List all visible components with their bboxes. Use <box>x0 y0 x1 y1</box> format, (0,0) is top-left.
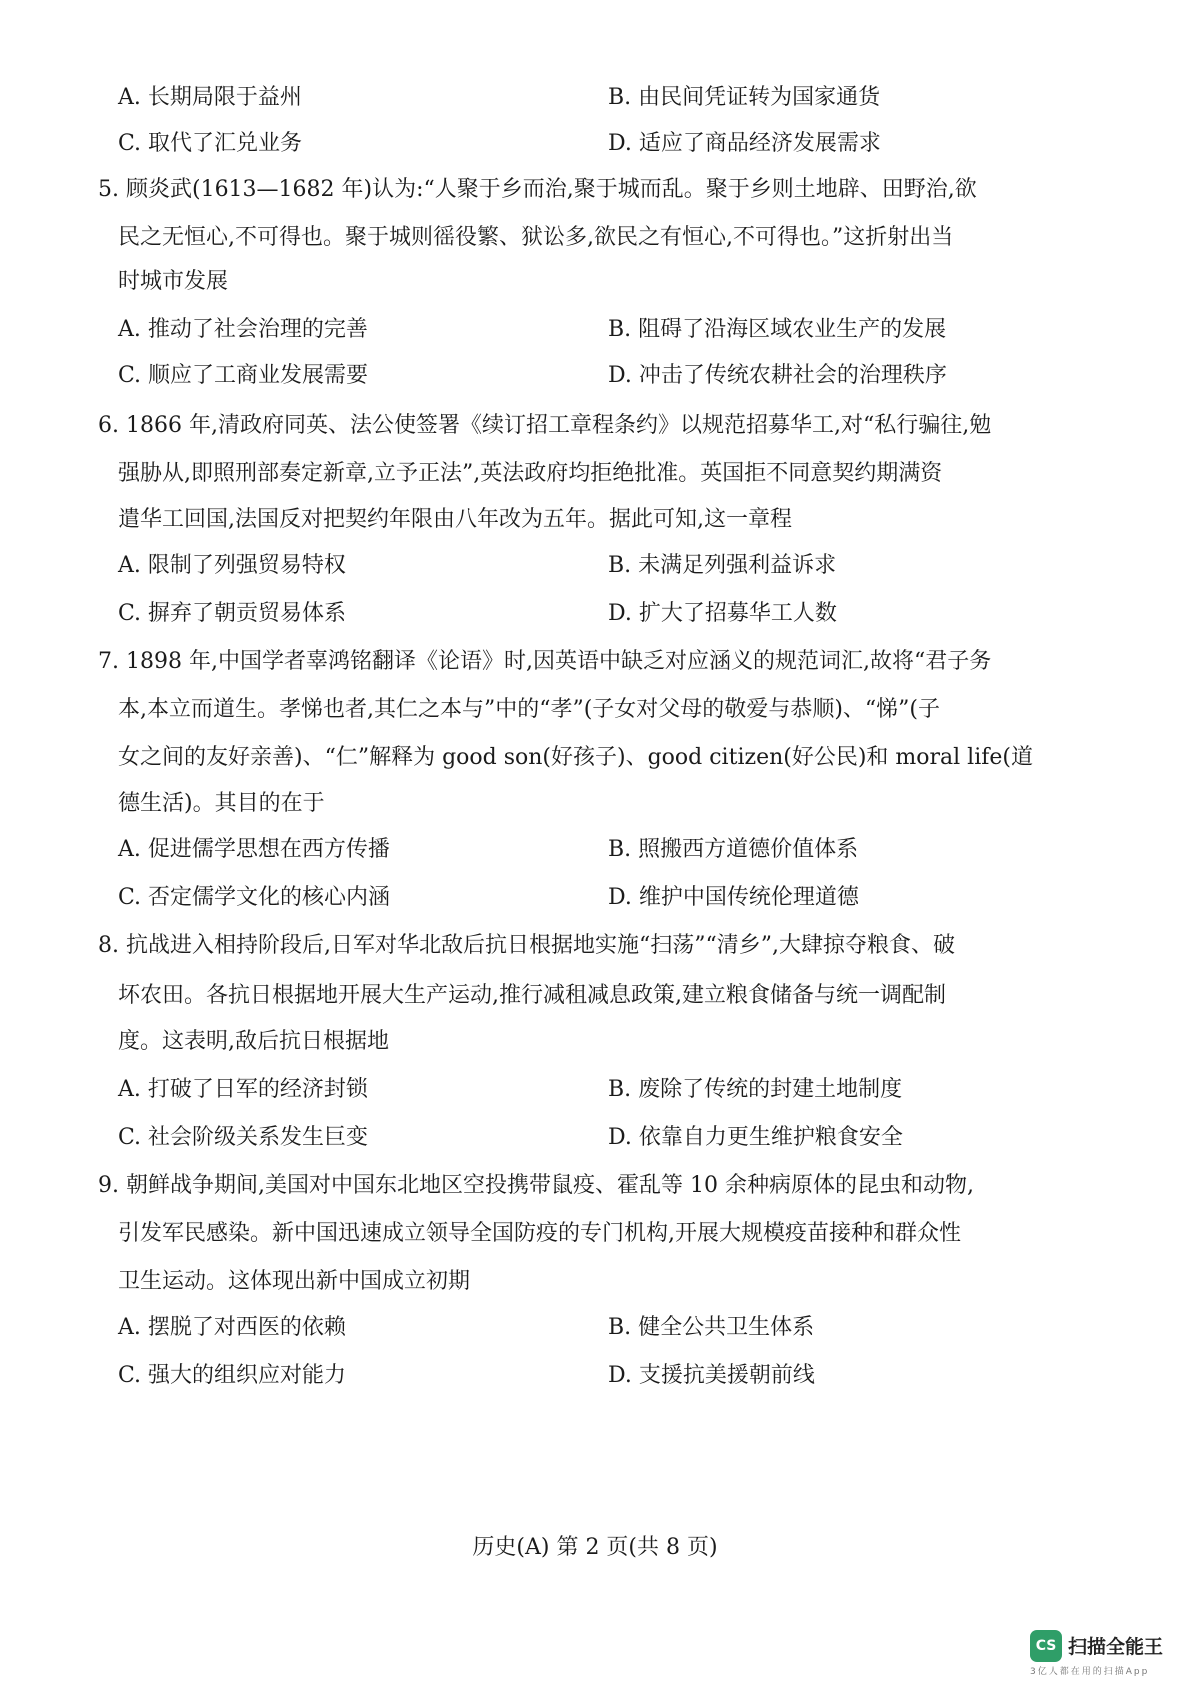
q8-stem-line-3: 度。这表明,敌后抗日根据地 <box>118 1029 389 1054</box>
q8-options-row-1 <box>0 1070 1190 1110</box>
q4-option-c: C. 取代了汇兑业务 <box>118 131 303 156</box>
q9-option-d: D. 支援抗美援朝前线 <box>608 1363 815 1388</box>
q7-option-b: B. 照搬西方道德价值体系 <box>608 837 859 862</box>
q8-option-a: A. 打破了日军的经济封锁 <box>118 1077 368 1102</box>
q4-options-row-2 <box>0 124 1190 164</box>
q6-options-row-2 <box>0 594 1190 634</box>
q4-option-b: B. 由民间凭证转为国家通货 <box>608 85 881 110</box>
q9-option-c: C. 强大的组织应对能力 <box>118 1363 347 1388</box>
q8-options-row-2 <box>0 1118 1190 1158</box>
q8-option-b: B. 废除了传统的封建土地制度 <box>608 1077 903 1102</box>
q6-option-b: B. 未满足列强利益诉求 <box>608 553 837 578</box>
q5-stem-line-3: 时城市发展 <box>118 269 229 294</box>
q9-options-row-2 <box>0 1356 1190 1396</box>
q7-stem-line-3: 女之间的友好亲善)、“仁”解释为 good son(好孩子)、good citizen(好公民)和 moral life(道 <box>118 745 1033 770</box>
q7-stem-line-2: 本,本立而道生。孝悌也者,其仁之本与”中的“孝”(子女对父母的敬爱与恭顺)、“悌”(子 <box>118 697 940 722</box>
q6-option-d: D. 扩大了招募华工人数 <box>608 601 837 626</box>
q7-option-d: D. 维护中国传统伦理道德 <box>608 885 859 910</box>
q7-option-a: A. 促进儒学思想在西方传播 <box>118 837 390 862</box>
q5-options-row-2 <box>0 356 1190 396</box>
q6-option-c: C. 摒弃了朝贡贸易体系 <box>118 601 347 626</box>
scanner-watermark <box>1030 1630 1180 1678</box>
q6-options-row-1 <box>0 546 1190 586</box>
q7-options-row-2 <box>0 878 1190 918</box>
scanner-tagline: 3亿人都在用的扫描App <box>1030 1667 1150 1677</box>
q7-stem-line-1: 7. 1898 年,中国学者辜鸿铭翻译《论语》时,因英语中缺乏对应涵义的规范词汇,故将“君子务 <box>98 649 992 674</box>
q7-options-row-1 <box>0 830 1190 870</box>
q5-options-row-1 <box>0 310 1190 350</box>
q9-stem-line-2: 引发军民感染。新中国迅速成立领导全国防疫的专门机构,开展大规模疫苗接种和群众性 <box>118 1221 961 1246</box>
q5-stem-line-1: 5. 顾炎武(1613—1682 年)认为:“人聚于乡而治,聚于城而乱。聚于乡则土地辟、田野治,欲 <box>98 177 977 202</box>
q8-stem-line-2: 坏农田。各抗日根据地开展大生产运动,推行减租减息政策,建立粮食储备与统一调配制 <box>118 983 946 1008</box>
q7-option-c: C. 否定儒学文化的核心内涵 <box>118 885 391 910</box>
q9-option-b: B. 健全公共卫生体系 <box>608 1315 815 1340</box>
page-footer: 历史(A) 第 2 页(共 8 页) <box>472 1535 718 1560</box>
q5-option-b: B. 阻碍了沿海区域农业生产的发展 <box>608 317 947 342</box>
q9-option-a: A. 摆脱了对西医的依赖 <box>118 1315 346 1340</box>
q8-option-c: C. 社会阶级关系发生巨变 <box>118 1125 369 1150</box>
q4-option-a: A. 长期局限于益州 <box>118 85 302 110</box>
q5-option-a: A. 推动了社会治理的完善 <box>118 317 368 342</box>
camscanner-logo-icon: CS <box>1030 1630 1062 1662</box>
q5-option-d: D. 冲击了传统农耕社会的治理秩序 <box>608 363 947 388</box>
q4-option-d: D. 适应了商品经济发展需求 <box>608 131 881 156</box>
q9-stem-line-3: 卫生运动。这体现出新中国成立初期 <box>118 1269 471 1294</box>
q6-option-a: A. 限制了列强贸易特权 <box>118 553 346 578</box>
q7-stem-line-4: 德生活)。其目的在于 <box>118 791 325 816</box>
q5-option-c: C. 顺应了工商业发展需要 <box>118 363 369 388</box>
scanner-app-name: 扫描全能王 <box>1068 1636 1164 1658</box>
q9-stem-line-1: 9. 朝鲜战争期间,美国对中国东北地区空投携带鼠疫、霍乱等 10 余种病原体的昆虫和动物, <box>98 1173 974 1198</box>
q9-options-row-1 <box>0 1308 1190 1348</box>
q8-option-d: D. 依靠自力更生维护粮食安全 <box>608 1125 903 1150</box>
q5-stem-line-2: 民之无恒心,不可得也。聚于城则徭役繁、狱讼多,欲民之有恒心,不可得也。”这折射出当 <box>118 225 954 250</box>
q6-stem-line-2: 强胁从,即照刑部奏定新章,立予正法”,英法政府均拒绝批准。英国拒不同意契约期满资 <box>118 461 943 486</box>
q4-options-row-1 <box>0 78 1190 118</box>
q6-stem-line-3: 遣华工回国,法国反对把契约年限由八年改为五年。据此可知,这一章程 <box>118 507 792 532</box>
q8-stem-line-1: 8. 抗战进入相持阶段后,日军对华北敌后抗日根据地实施“扫荡”“清乡”,大肆掠夺粮食、破 <box>98 933 955 958</box>
q6-stem-line-1: 6. 1866 年,清政府同英、法公使签署《续订招工章程条约》以规范招募华工,对“私行骗往,勉 <box>98 413 992 438</box>
